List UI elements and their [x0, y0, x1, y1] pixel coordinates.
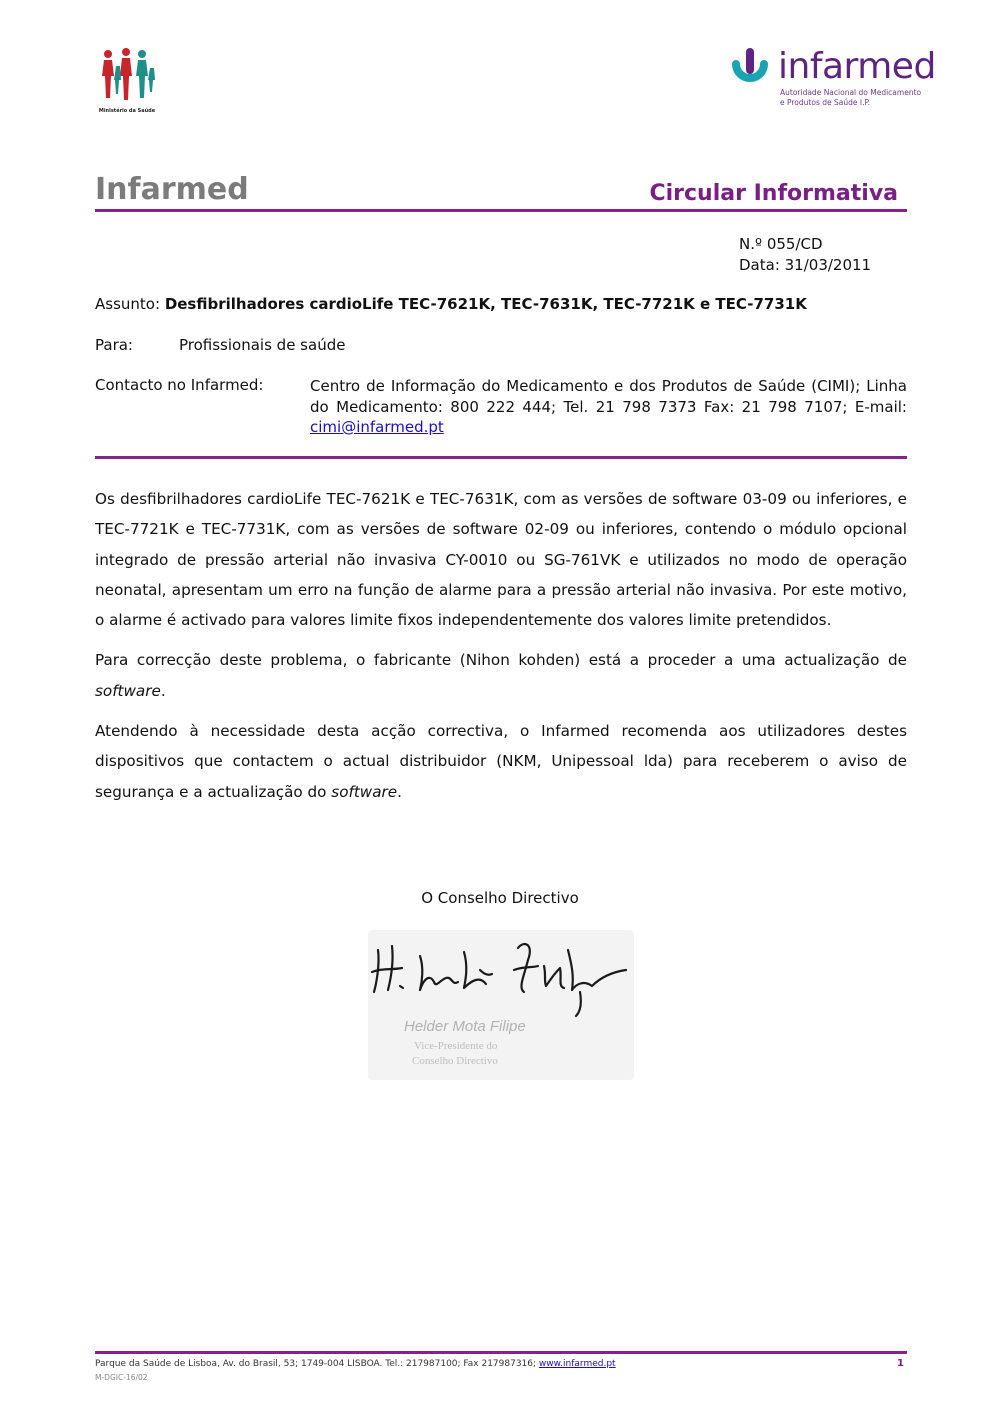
form-code: M-DGIC-16/02 — [95, 1373, 148, 1382]
body-paragraph-2-emphasis: software — [95, 681, 161, 700]
header-divider — [95, 456, 907, 459]
agency-tagline-line-2: e Produtos de Saúde I.P. — [780, 98, 871, 107]
recipient-value: Profissionais de saúde — [179, 336, 346, 354]
body-paragraph-2-text: Para correcção deste problema, o fabricante (Nihon kohden) está a proceder a uma actualização de — [95, 651, 907, 670]
footer-website-link[interactable]: www.infarmed.pt — [538, 1359, 616, 1369]
contact-label: Contacto no Infarmed: — [95, 376, 264, 394]
stamp-role-line-2: Conselho Directivo — [412, 1055, 498, 1067]
stamp-name: Helder Mota Filipe — [404, 1018, 526, 1035]
subject-label: Assunto: — [95, 295, 161, 313]
ministry-figures-icon — [96, 46, 160, 110]
body-paragraph-3-text: Atendendo à necessidade desta acção correctiva, o Infarmed recomenda aos utilizadores destes dispositivos que contactem o actual distribuidor (NKM, Unipessoal lda) para receberem o aviso de segurança e a actualização do — [95, 722, 907, 801]
handwritten-signature-icon — [368, 930, 634, 1030]
stamp-role-line-1: Vice-Presidente do — [414, 1040, 498, 1052]
footer-divider — [95, 1351, 907, 1354]
subject-value: Desfibrilhadores cardioLife TEC-7621K, TEC-7631K, TEC-7721K e TEC-7731K — [164, 295, 807, 313]
circular-date: Data: 31/03/2011 — [739, 256, 872, 274]
agency-tagline-line-1: Autoridade Nacional do Medicamento — [780, 88, 922, 97]
circular-body — [95, 484, 907, 817]
subject-line — [95, 295, 907, 313]
recipient-label: Para: — [95, 336, 133, 354]
contact-value — [310, 376, 907, 438]
contact-details: Centro de Informação do Medicamento e dos Produtos de Saúde (CIMI); Linha do Medicamento: 800 222 444; Tel. 21 798 7373 Fax: 21 798 7107; E-mail: — [310, 377, 907, 416]
body-paragraph-3-emphasis: software — [331, 782, 398, 801]
signature-stamp — [368, 930, 634, 1080]
infarmed-mark-icon — [728, 48, 772, 92]
circular-number: N.º 055/CD — [739, 235, 823, 253]
footer-address — [95, 1359, 616, 1369]
title-divider — [95, 209, 907, 212]
document-type: Circular Informativa — [649, 181, 898, 206]
document-meta — [739, 234, 871, 276]
infarmed-logo — [728, 46, 936, 116]
body-paragraph-3 — [95, 716, 907, 807]
body-paragraph-2-end: . — [160, 681, 166, 700]
body-paragraph-2 — [95, 645, 907, 706]
signoff-body: O Conselho Directivo — [421, 889, 579, 907]
footer-address-text: Parque da Saúde de Lisboa, Av. do Brasil, 53; 1749-004 LISBOA. Tel.: 217987100; Fax 217987316; — [95, 1359, 537, 1369]
brand-title: Infarmed — [95, 172, 249, 207]
body-paragraph-3-end: . — [397, 782, 402, 801]
agency-wordmark: infarmed — [778, 46, 936, 87]
ministry-caption: Ministério da Saúde — [98, 108, 156, 114]
body-paragraph-1: Os desfibrilhadores cardioLife TEC-7621K e TEC-7631K, com as versões de software 03-09 ou inferiores, e TEC-7721K e TEC-7731K, com as versões de software 02-09 ou inferiores, contendo o módulo opcional integrado de pressão arterial não invasiva CY-0010 ou SG-761VK e utilizados no modo de operação neonatal, apresentam um erro na função de alarme para a pressão arterial não invasiva. Por este motivo, o alarme é activado para valores limite fixos independentemente dos valores limite pretendidos. — [95, 490, 907, 630]
contact-email-link[interactable]: cimi@infarmed.pt — [310, 418, 444, 436]
page-number: 1 — [897, 1358, 904, 1369]
